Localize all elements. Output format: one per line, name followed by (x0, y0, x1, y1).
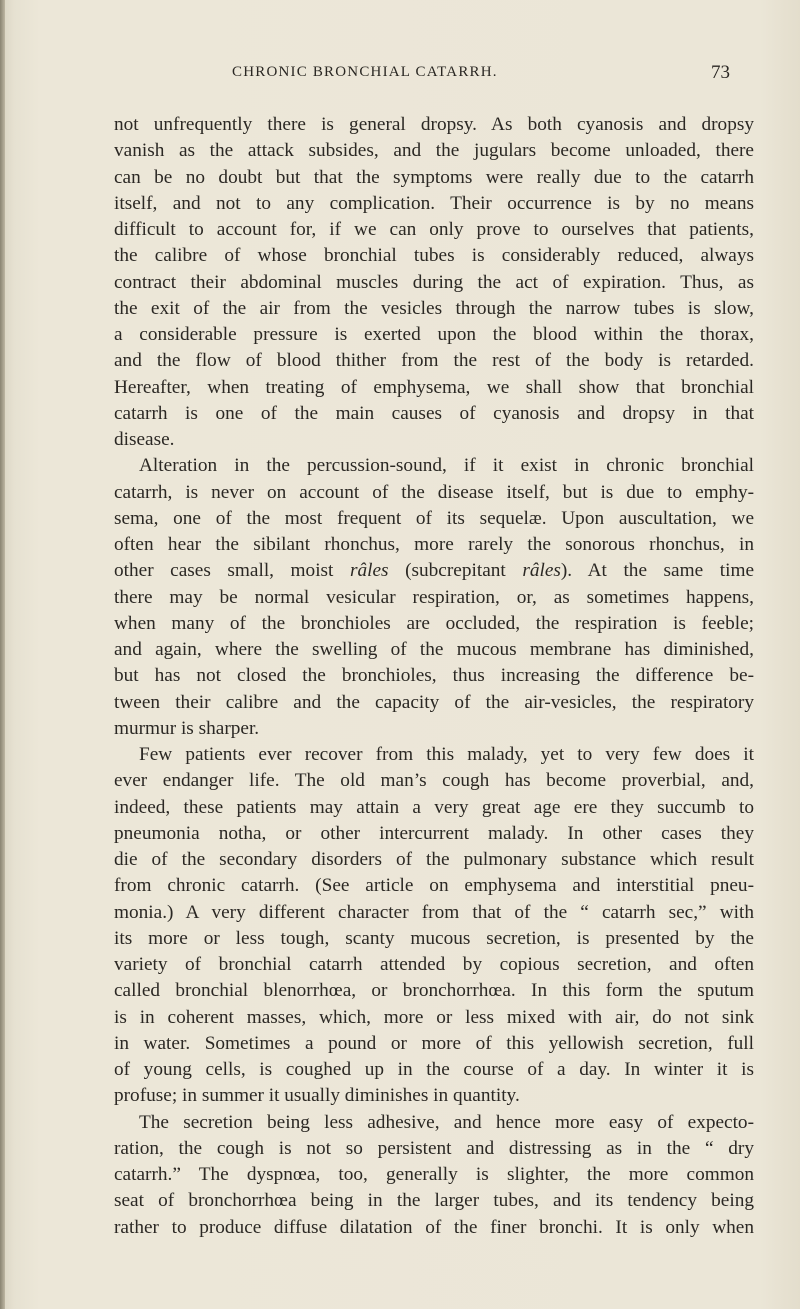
text-line: murmur is sharper. (114, 717, 260, 739)
text-line: and the flow of blood thither from the rest of the body is retarded. (114, 350, 754, 372)
text-line: can be no doubt but that the symptoms were really due to the catarrh (114, 166, 754, 188)
text-line: profuse; in summer it usually diminishes in quantity. (114, 1085, 520, 1107)
text-line: Hereafter, when treating of emphysema, we shall show that bronchial (114, 376, 754, 398)
text-line: is in coherent masses, which, more or less mixed with air, do not sink (114, 1006, 754, 1028)
text-line: ration, the cough is not so persistent and distressing as in the “ dry (114, 1137, 754, 1159)
text-line: difficult to account for, if we can only prove to ourselves that patients, (114, 219, 754, 240)
text-line: when many of the bronchioles are occluded, the respiration is feeble; (114, 612, 754, 634)
text-line: there may be normal vesicular respiration, or, as sometimes happens, (114, 586, 754, 608)
text-line: monia.) A very different character from that of the “ catarrh sec,” with (114, 901, 754, 923)
text-line: die of the secondary disorders of the pulmonary substance which result (114, 849, 754, 870)
running-title: CHRONIC BRONCHIAL CATARRH. (232, 64, 498, 80)
text-line: not unfrequently there is general dropsy. As both cyanosis and dropsy (114, 114, 754, 135)
page-gutter-shadow (0, 0, 5, 1309)
text-line: disease. (114, 429, 175, 450)
text-line: vanish as the attack subsides, and the jugulars become unloaded, there (114, 140, 754, 162)
text-line: other cases small, moist râles (subcrepitant râles). At the same time (114, 560, 754, 582)
text-line: sema, one of the most frequent of its sequelæ. Upon auscultation, we (114, 507, 754, 529)
text-line: of young cells, is coughed up in the course of a day. In winter it is (114, 1059, 754, 1080)
paragraph (114, 112, 754, 453)
text-line: called bronchial blenorrhœa, or bronchorrhœa. In this form the sputum (114, 980, 754, 1002)
paragraph (114, 453, 754, 742)
body-text (114, 112, 754, 1241)
text-line: Alteration in the percussion-sound, if it exist in chronic bronchial (139, 455, 754, 477)
text-line: catarrh.” The dyspnœa, too, generally is slighter, the more common (114, 1164, 754, 1185)
text-line: from chronic catarrh. (See article on emphysema and interstitial pneu- (114, 875, 754, 897)
paragraph (114, 1110, 754, 1241)
text-line: the exit of the air from the vesicles through the narrow tubes is slow, (114, 297, 754, 319)
text-line: itself, and not to any complication. Their occurrence is by no means (114, 192, 754, 214)
paragraph (114, 742, 754, 1110)
page-number: 73 (711, 62, 730, 83)
text-line: and again, where the swelling of the mucous membrane has diminished, (114, 639, 754, 660)
text-line: but has not closed the bronchioles, thus increasing the difference be- (114, 665, 754, 687)
text-line: contract their abdominal muscles during the act of expiration. Thus, as (114, 271, 754, 293)
text-line: in water. Sometimes a pound or more of this yellowish secretion, full (114, 1032, 754, 1054)
text-line: its more or less tough, scanty mucous secretion, is presented by the (114, 927, 754, 949)
text-line: indeed, these patients may attain a very great age ere they succumb to (114, 796, 754, 818)
text-line: pneumonia notha, or other intercurrent malady. In other cases they (114, 822, 754, 844)
text-line: a considerable pressure is exerted upon the blood within the thorax, (114, 324, 754, 345)
text-line: catarrh, is never on account of the disease itself, but is due to emphy- (114, 481, 754, 503)
text-line: rather to produce diffuse dilatation of the finer bronchi. It is only when (114, 1216, 754, 1238)
text-line: The secretion being less adhesive, and hence more easy of expecto- (139, 1111, 754, 1133)
text-line: catarrh is one of the main causes of cyanosis and dropsy in that (114, 402, 754, 424)
text-line: often hear the sibilant rhonchus, more rarely the sonorous rhonchus, in (114, 534, 754, 555)
text-line: Few patients ever recover from this malady, yet to very few does it (139, 744, 754, 765)
text-line: seat of bronchorrhœa being in the larger tubes, and its tendency being (114, 1190, 754, 1212)
text-line: variety of bronchial catarrh attended by copious secretion, and often (114, 954, 754, 975)
running-head (0, 62, 800, 92)
text-line: tween their calibre and the capacity of the air-vesicles, the respiratory (114, 691, 754, 713)
text-line: ever endanger life. The old man’s cough has become proverbial, and, (114, 770, 754, 792)
text-line: the calibre of whose bronchial tubes is considerably reduced, always (114, 245, 754, 267)
